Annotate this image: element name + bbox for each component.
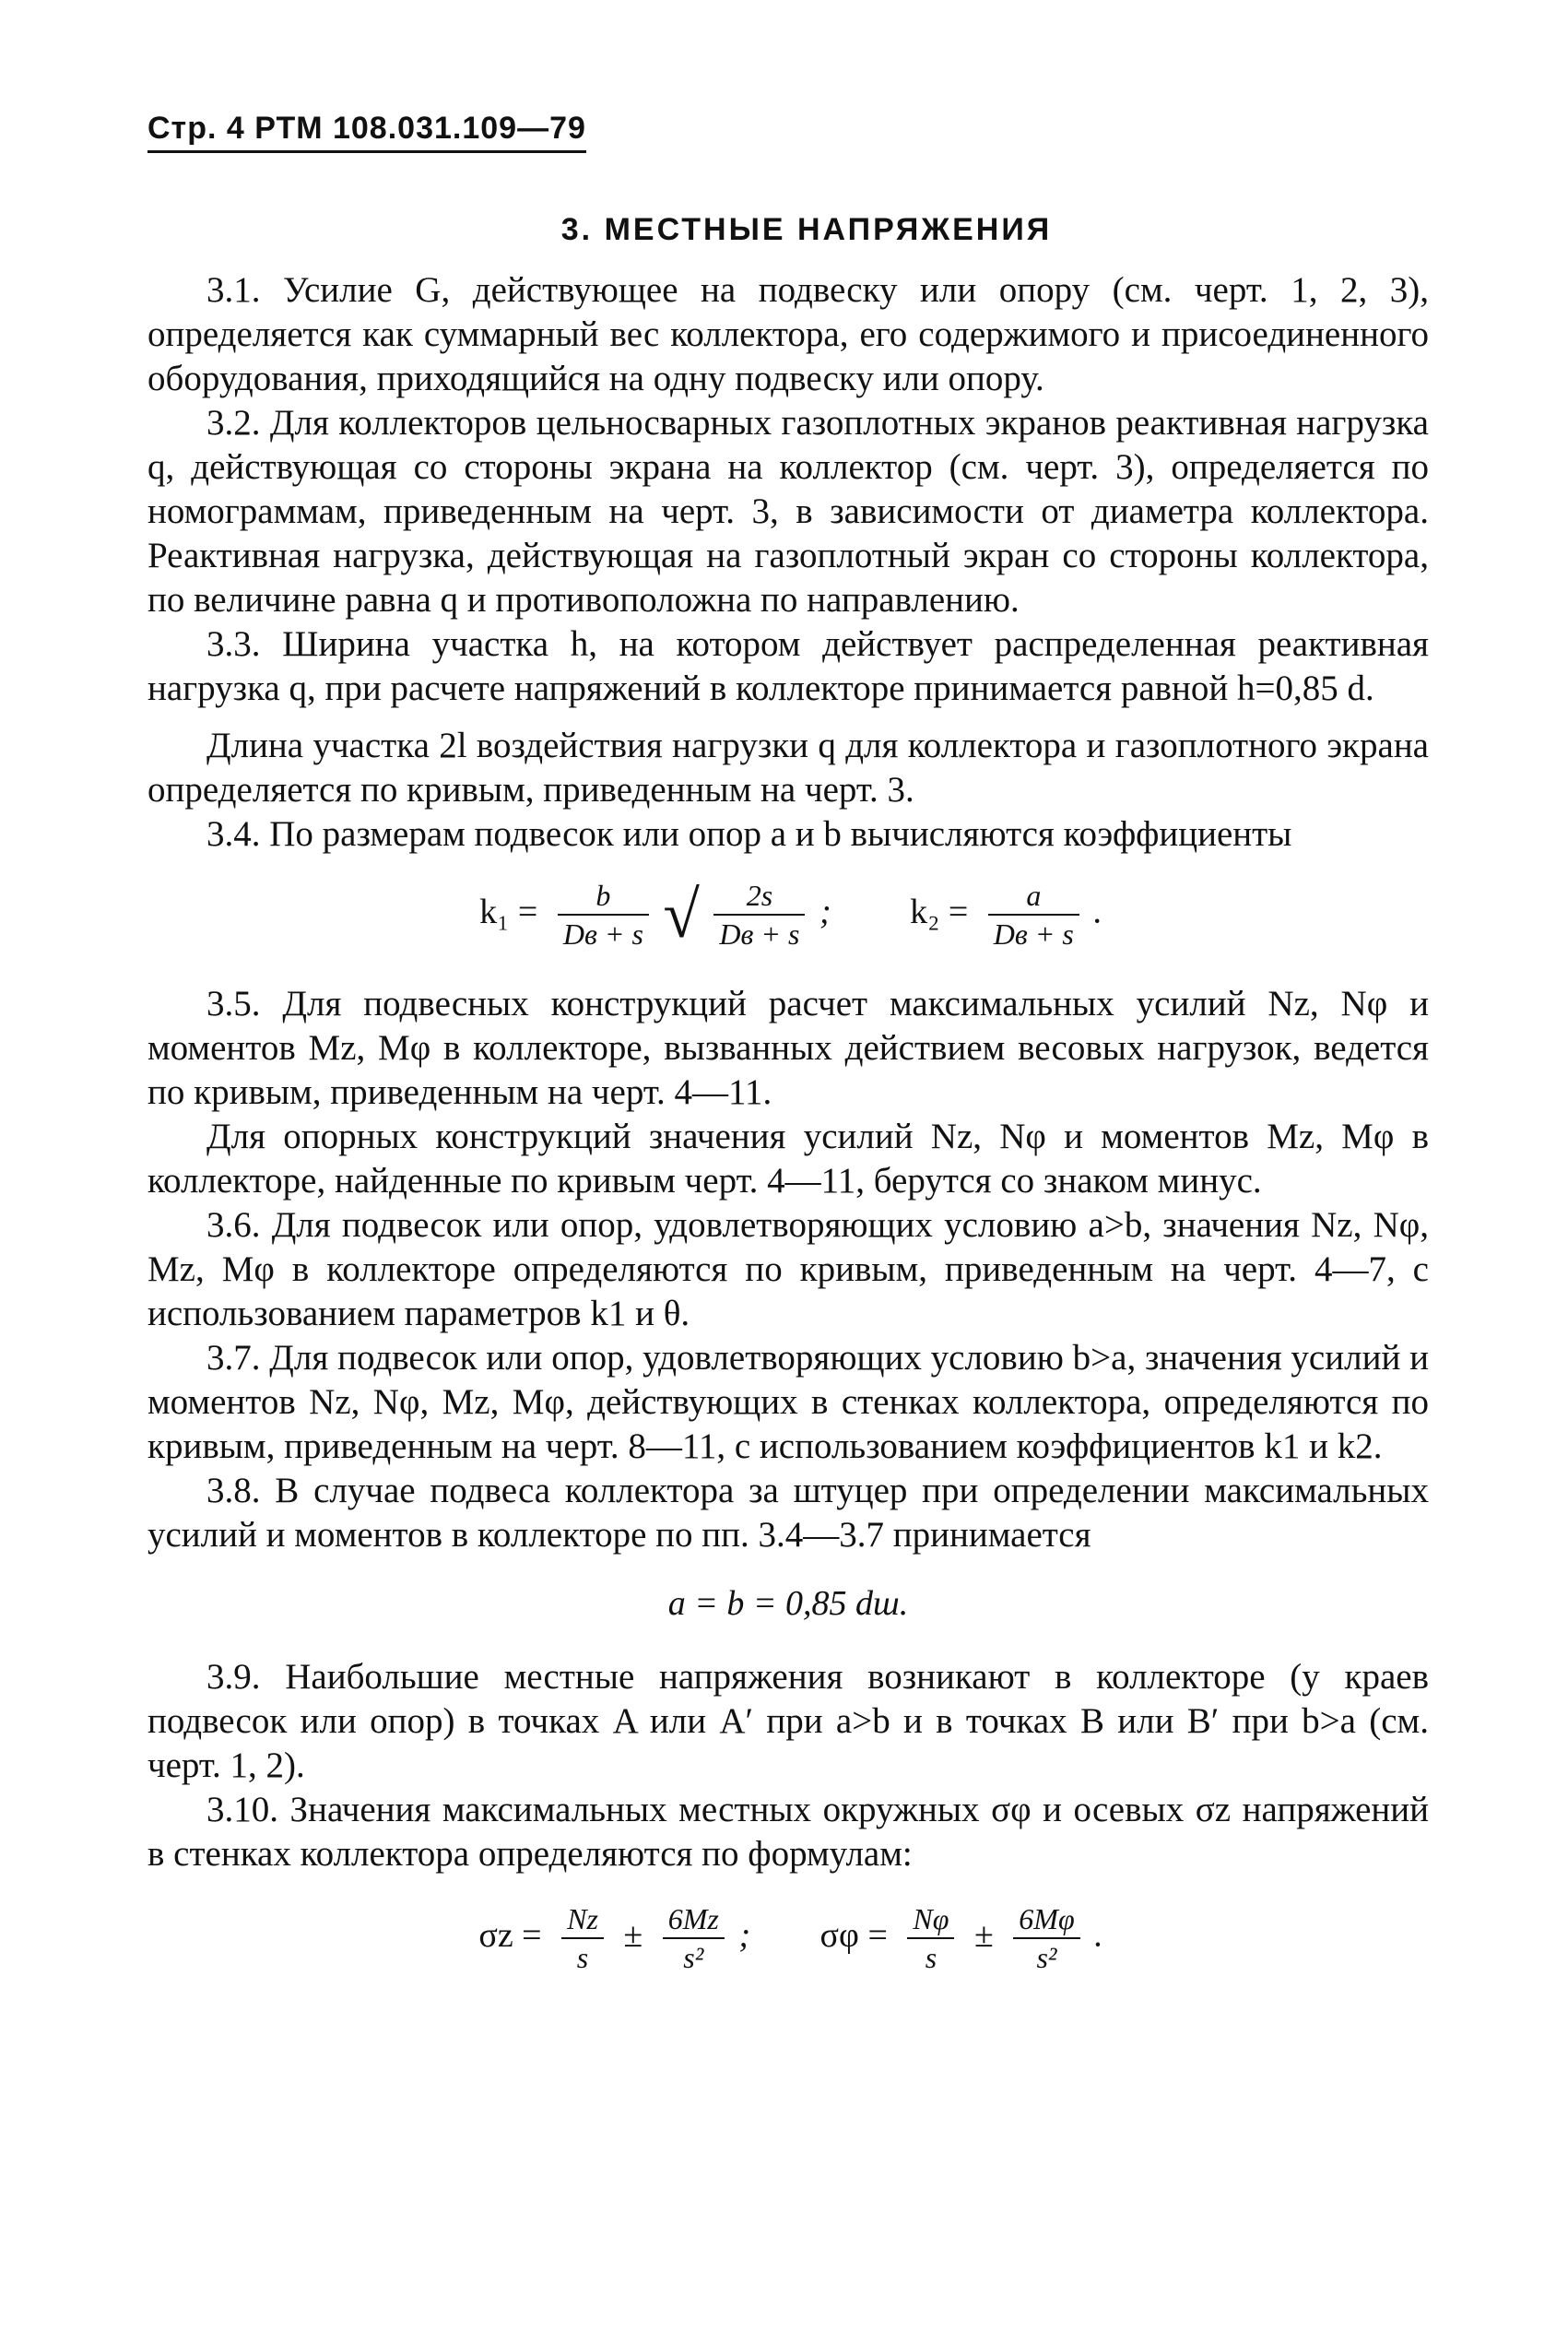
sigma-z-n-numerator: Nz <box>561 1900 604 1939</box>
k1-lhs: k₁ = <box>479 892 538 931</box>
plus-minus-sign: ± <box>623 1915 643 1955</box>
sqrt-sign: √ <box>663 878 700 952</box>
sigma-phi-lhs: σφ = <box>819 1915 888 1955</box>
sigma-phi-m-denominator: s² <box>1036 1941 1057 1974</box>
period: . <box>1094 1915 1103 1955</box>
sigma-phi-n-fraction <box>907 1900 954 1976</box>
k1-denominator: Dв + s <box>562 917 643 951</box>
sigma-z-m-numerator: 6Mz <box>663 1900 725 1939</box>
k2-fraction <box>988 877 1079 953</box>
page-header: Стр. 4 РТМ 108.031.109—79 <box>147 111 586 153</box>
plus-minus-sign-2: ± <box>973 1915 994 1955</box>
document-page <box>147 111 1429 2006</box>
paragraph-3-7: 3.7. Для подвесок или опор, удовлетворяющих условию b>a, значения усилий и моментов Nz, Nφ, Mz, Mφ, действующих в стенках коллектора, определяются по кривым, приведенным на черт. 8—11, с использованием коэффициентов k1 и k2. <box>147 1338 1429 1466</box>
paragraph-3-4: 3.4. По размерам подвесок или опор a и b вычисляются коэффициенты <box>206 814 1292 854</box>
paragraph-3-10: 3.10. Значения максимальных местных окружных σφ и осевых σz напряжений в стенках коллектора определяются по формулам: <box>147 1790 1429 1874</box>
formula-k-coefficients <box>147 877 1429 953</box>
sqrt-fraction <box>713 877 805 953</box>
paragraph-3-3-cont: Длина участка 2l воздействия нагрузки q для коллектора и газоплотного экрана определяется по кривым, приведенным на черт. 3. <box>147 726 1429 810</box>
k2-lhs: k₂ = <box>910 892 969 931</box>
sigma-phi-m-fraction <box>1013 1900 1079 1976</box>
paragraph-3-1: 3.1. Усилие G, действующее на подвеску или опору (см. черт. 1, 2, 3), определяется как суммарный вес коллектора, его содержимого и присоединенного оборудования, приходящийся на одну подвеску или опору. <box>147 270 1429 398</box>
sigma-z-n-fraction <box>561 1900 604 1976</box>
paragraph-3-5-cont: Для опорных конструкций значения усилий Nz, Nφ и моментов Mz, Mφ в коллекторе, найденные по кривым черт. 4—11, берутся со знаком минус. <box>147 1117 1429 1201</box>
formula-sigma <box>147 1900 1429 1976</box>
sigma-z-m-denominator: s² <box>683 1941 704 1974</box>
section-title: 3. МЕСТНЫЕ НАПРЯЖЕНИЯ <box>560 212 1053 247</box>
sqrt-denominator: Dв + s <box>719 917 800 951</box>
k2-denominator: Dв + s <box>993 917 1074 951</box>
period: . <box>1093 892 1102 931</box>
paragraph-3-6: 3.6. Для подвесок или опор, удовлетворяющих условию a>b, значения Nz, Nφ, Mz, Mφ в коллекторе определяются по кривым, приведенным на черт. 4—7, с использованием параметров k1 и θ. <box>147 1205 1429 1333</box>
sigma-z-m-fraction <box>663 1900 725 1976</box>
sigma-phi-n-denominator: s <box>925 1941 937 1974</box>
sigma-z-n-denominator: s <box>576 1941 589 1974</box>
paragraph-3-3: 3.3. Ширина участка h, на котором действует распределенная реактивная нагрузка q, при расчете напряжений в коллекторе принимается равной h=0,85 d. <box>147 624 1429 708</box>
k1-numerator: b <box>558 877 649 916</box>
paragraph-3-8: 3.8. В случае подвеса коллектора за штуцер при определении максимальных усилий и моментов в коллекторе по пп. 3.4—3.7 принимается <box>147 1471 1429 1555</box>
sqrt-numerator: 2s <box>713 877 805 916</box>
formula-ab: a = b = 0,85 dш. <box>667 1584 909 1623</box>
paragraph-3-2: 3.2. Для коллекторов цельносварных газоплотных экранов реактивная нагрузка q, действующая со стороны экрана на коллектор (см. черт. 3), определяется по номограммам, приведенным на черт. 3, в зависимости от диаметра коллектора. Реактивная нагрузка, действующая на газоплотный экран со стороны коллектора, по величине равна q и противоположна по направлению. <box>147 403 1429 620</box>
sigma-z-lhs: σz = <box>478 1915 542 1955</box>
separator: ; <box>738 1915 751 1955</box>
sigma-phi-m-numerator: 6Mφ <box>1013 1900 1079 1939</box>
k2-numerator: a <box>988 877 1079 916</box>
separator: ; <box>819 892 831 931</box>
body-text <box>147 268 1429 1976</box>
k1-fraction <box>558 877 649 953</box>
sigma-phi-n-numerator: Nφ <box>907 1900 954 1939</box>
paragraph-3-9: 3.9. Наибольшие местные напряжения возникают в коллекторе (у краев подвесок или опор) в точках A или A′ при a>b и в точках B или B′ при b>a (см. черт. 1, 2). <box>147 1657 1429 1785</box>
paragraph-3-5: 3.5. Для подвесных конструкций расчет максимальных усилий Nz, Nφ и моментов Mz, Mφ в коллекторе, вызванных действием весовых нагрузок, ведется по кривым, приведенным на черт. 4—11. <box>147 984 1429 1112</box>
